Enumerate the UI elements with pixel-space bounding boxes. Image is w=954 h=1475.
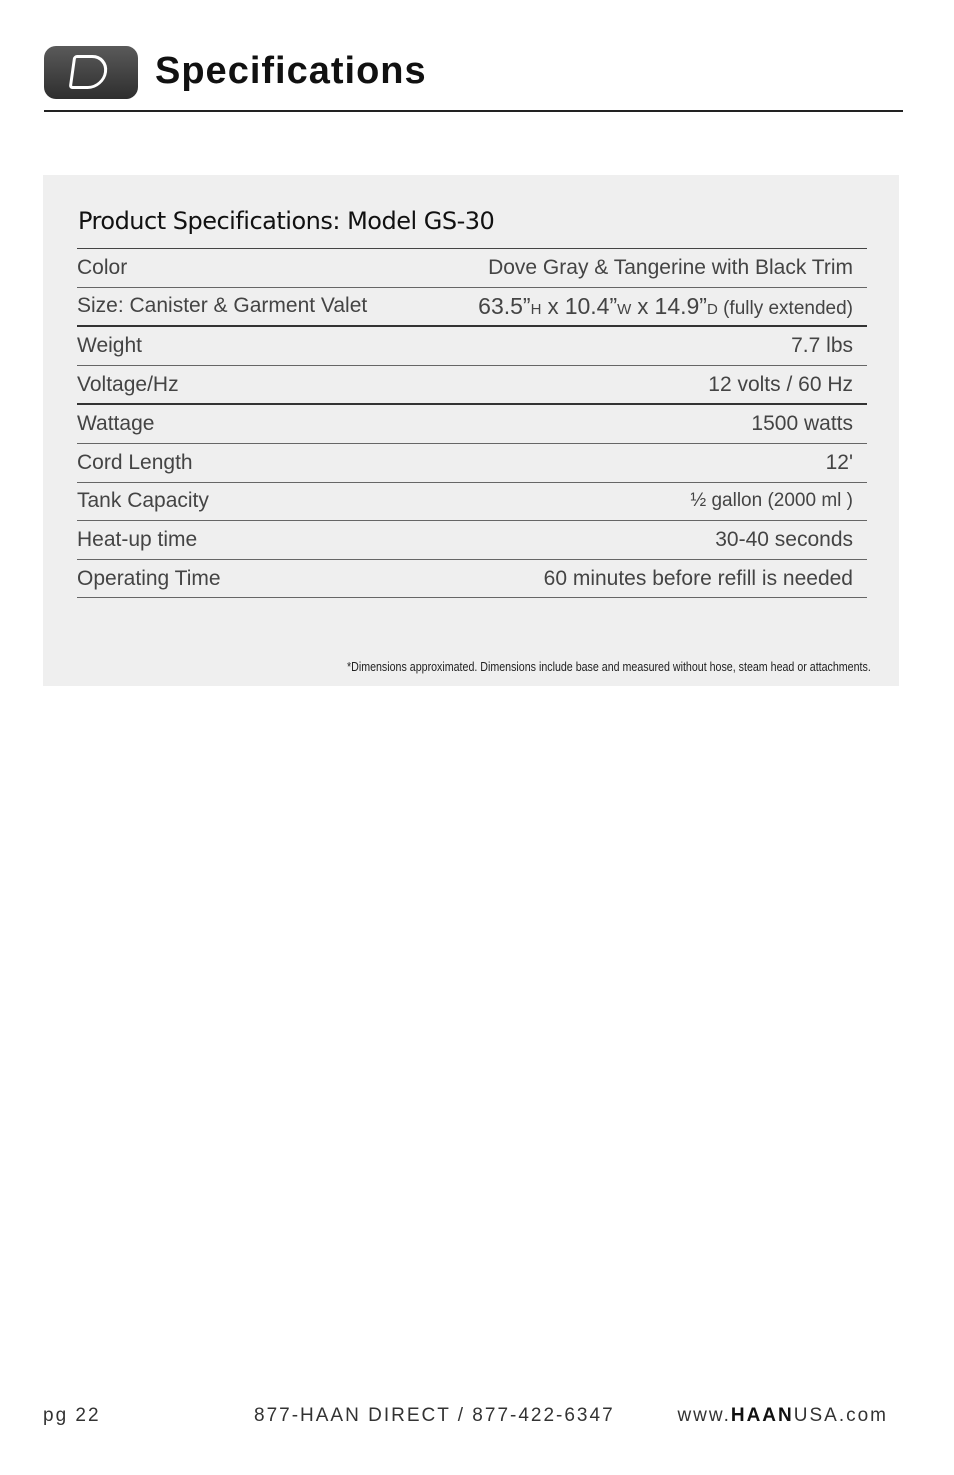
page-header: [44, 46, 903, 112]
spec-row-size: [77, 288, 867, 328]
spec-row-tank-capacity: [77, 483, 867, 522]
specifications-panel: [43, 175, 899, 686]
spec-label: Tank Capacity: [77, 489, 209, 513]
spec-label: Wattage: [77, 412, 155, 436]
spec-value: 60 minutes before refill is needed: [543, 566, 853, 590]
dimensions-footnote: *Dimensions approximated. Dimensions include base and measured without hose, steam head or attachments.: [347, 659, 871, 674]
size-separator: x: [631, 293, 655, 319]
spec-label: Color: [77, 255, 128, 279]
spec-value: 7.7 lbs: [791, 333, 853, 357]
spec-table: [77, 248, 867, 598]
section-badge: [44, 46, 138, 99]
spec-row-voltage: [77, 366, 867, 406]
size-width-unit: W: [617, 300, 632, 318]
size-height-unit: H: [530, 300, 542, 318]
page-title: Specifications: [155, 50, 427, 92]
phone-number: 877-HAAN DIRECT / 877-422-6347: [254, 1405, 615, 1426]
spec-row-wattage: [77, 405, 867, 444]
spec-label: Heat-up time: [77, 527, 198, 551]
size-depth-unit: D: [706, 300, 718, 318]
website-link[interactable]: [677, 1405, 888, 1427]
size-width: 10.4”: [564, 292, 618, 319]
spec-label: Cord Length: [77, 450, 193, 474]
spec-value: 12': [825, 450, 853, 474]
spec-row-cord-length: [77, 444, 867, 483]
size-note: (fully extended): [717, 297, 853, 319]
website-brand: HAAN: [730, 1405, 794, 1426]
spec-label: Operating Time: [77, 566, 221, 590]
size-separator: x: [541, 293, 565, 319]
size-depth: 14.9”: [654, 292, 707, 319]
spec-value: Dove Gray & Tangerine with Black Trim: [488, 255, 853, 279]
spec-row-operating-time: [77, 560, 867, 599]
website-prefix: www.: [677, 1405, 731, 1426]
spec-label: Voltage/Hz: [77, 372, 179, 396]
website-suffix: USA.com: [793, 1405, 888, 1426]
spec-row-color: [77, 249, 867, 288]
spec-row-heat-up-time: [77, 521, 867, 560]
size-height: 63.5”: [478, 292, 531, 319]
spec-value-size: [478, 293, 867, 320]
spec-label: Weight: [77, 333, 142, 357]
spec-label: Size: Canister & Garment Valet: [77, 294, 368, 318]
page-number: pg 22: [43, 1405, 101, 1426]
spec-value: 30-40 seconds: [715, 527, 853, 551]
spec-value: ½ gallon (2000 ml ): [690, 490, 853, 512]
spec-value: 12 volts / 60 Hz: [708, 372, 853, 396]
panel-title: Product Specifications: Model GS-30: [78, 207, 495, 235]
section-letter-icon: [69, 55, 110, 89]
spec-row-weight: [77, 327, 867, 366]
spec-value: 1500 watts: [751, 412, 853, 436]
page-footer: [43, 1405, 888, 1429]
